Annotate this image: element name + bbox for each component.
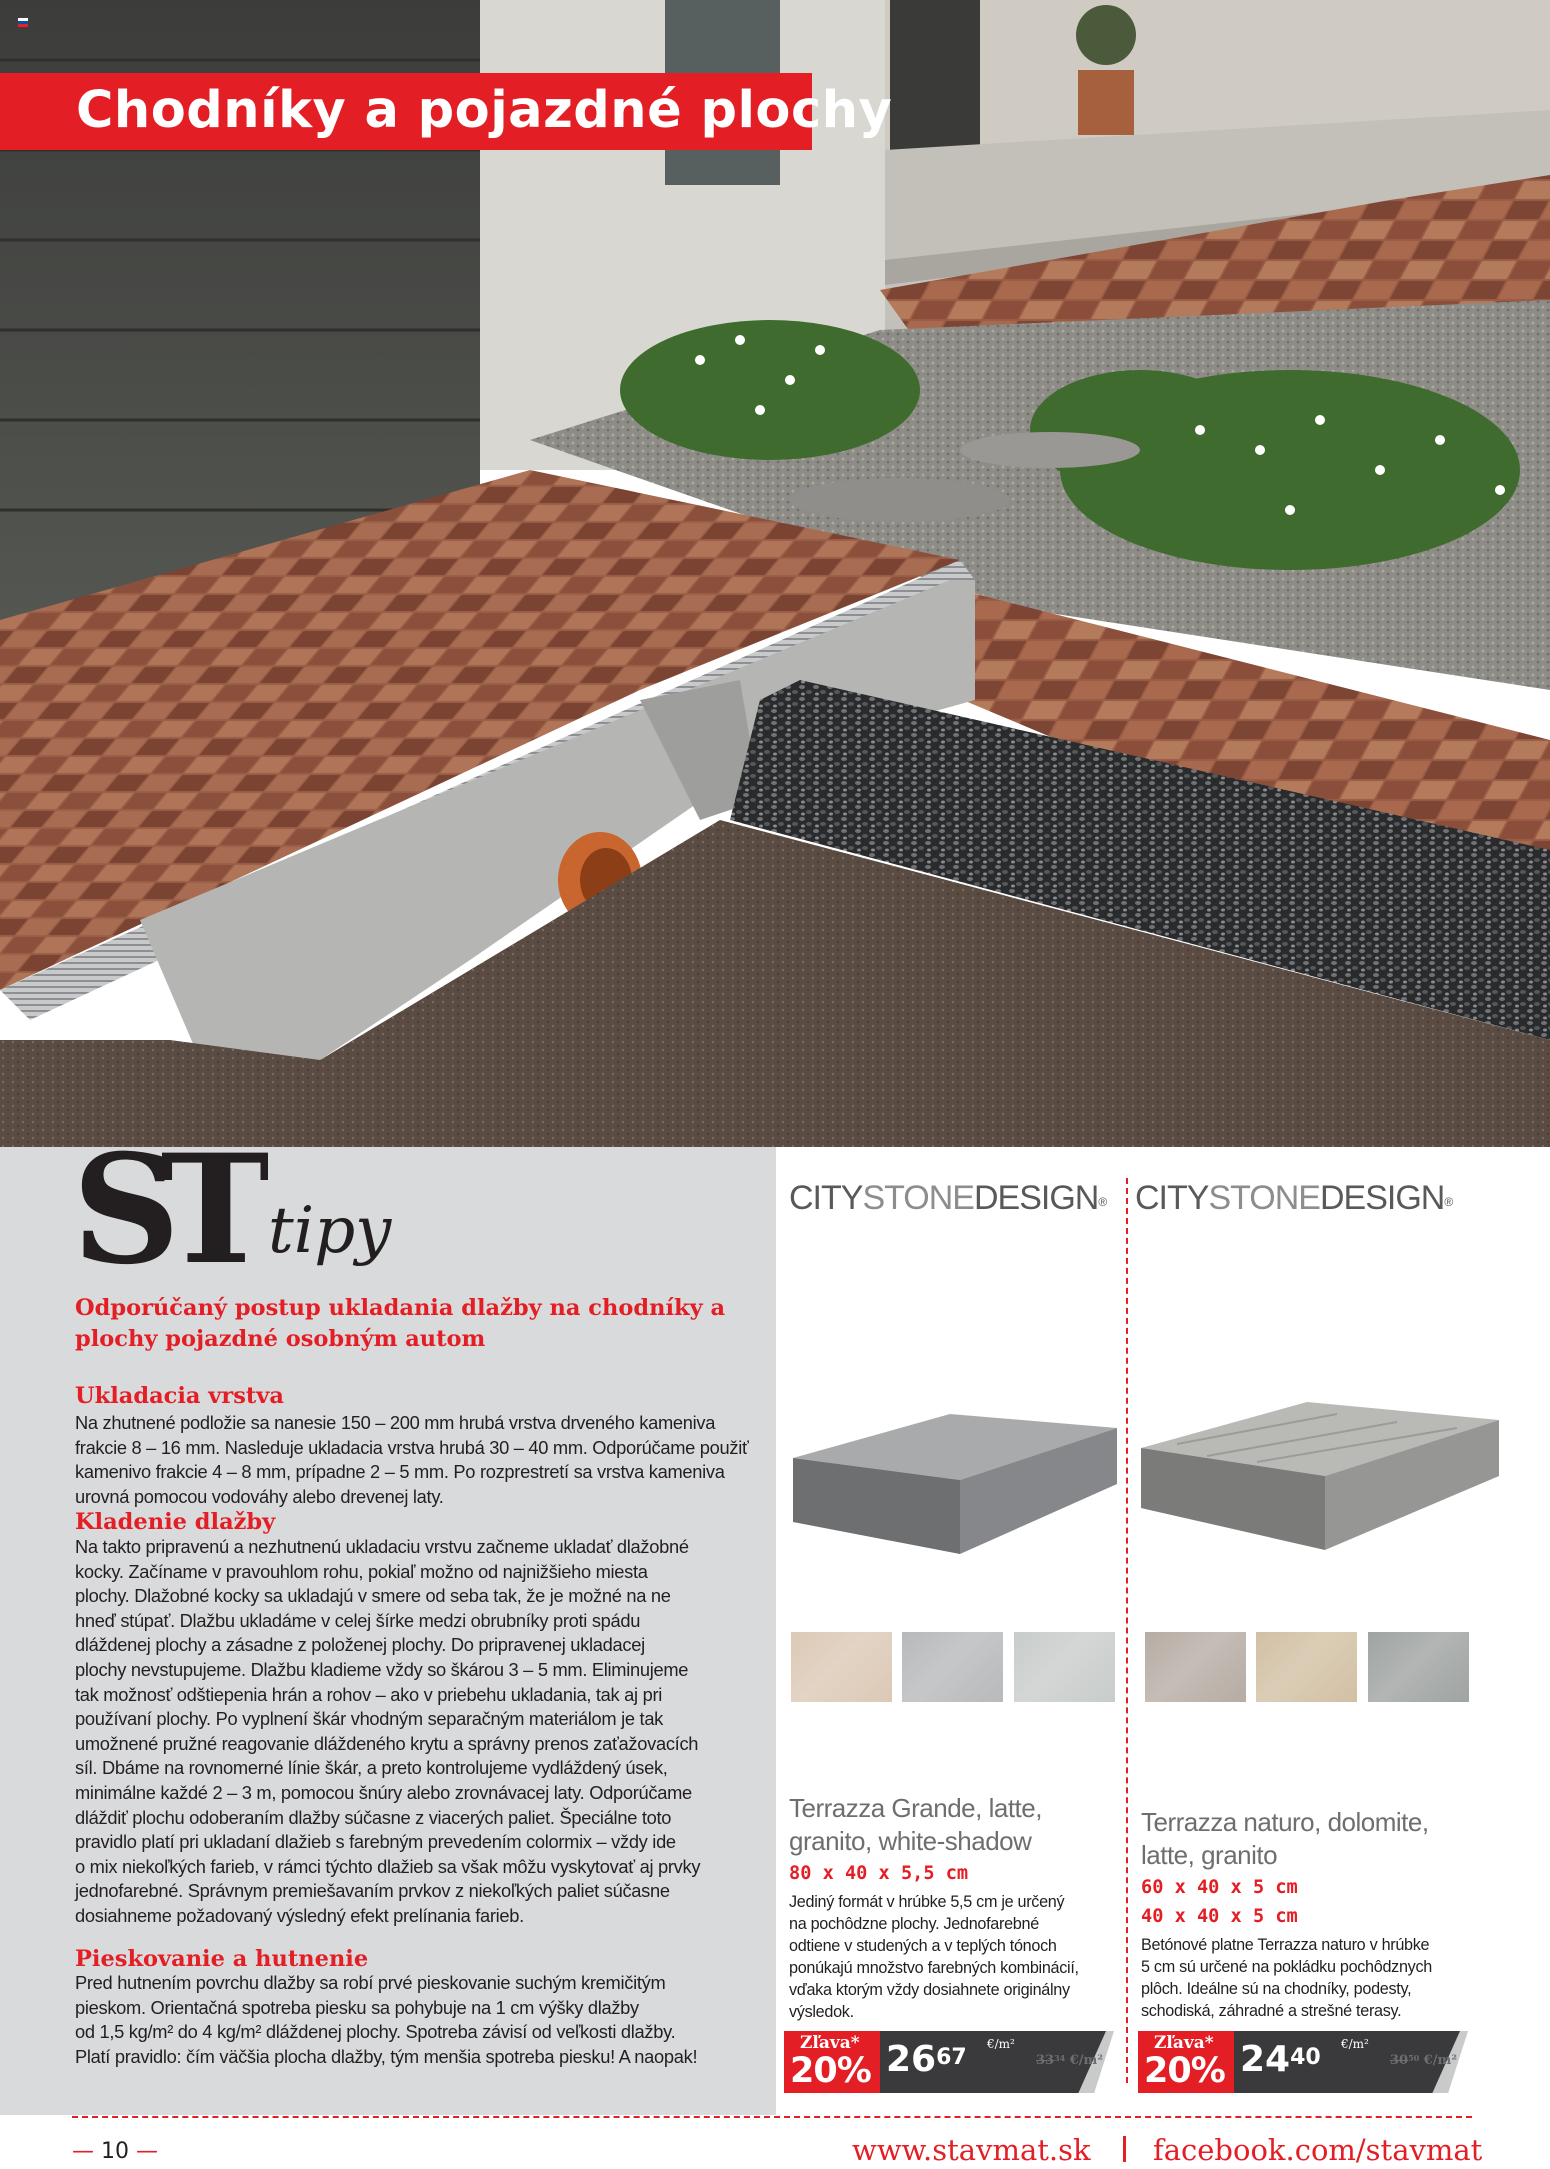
product-dimensions: 80 x 40 x 5,5 cm [789,1863,969,1884]
facebook-link[interactable]: facebook.com/stavmat [1153,2133,1483,2167]
tips-intro-heading: Odporúčaný postup ukladania dlažby na chodníky a plochy pojazdné osobným autom [75,1295,726,1352]
product-description: Jediný formát v hrúbke 5,5 cm je určený na pochôdzne plochy. Jednofarebné odtiene v studených a v teplých tónoch ponúkajú množstvo farebných kombinácií, vďaka ktorým vždy dosiahnete originálny výsledok. [789,1893,1079,2021]
flag-icon [18,18,28,27]
product-dimensions: 60 x 40 x 5 cm [1141,1877,1298,1898]
color-swatch-latte [791,1632,892,1702]
price: $26^{67}$ [886,2039,967,2080]
section-heading-kladenie: Kladenie dlažby [75,1509,276,1535]
discount-label: Zľava* [800,2033,860,2053]
color-swatch-dolomite [1145,1632,1246,1702]
page-title: Chodníky a pojazdné plochy [76,81,893,140]
section-heading-ukladacia: Ukladacia vrstva [75,1383,284,1409]
footer-divider [72,2116,1472,2118]
product-dimensions: 40 x 40 x 5 cm [1141,1906,1298,1927]
section-heading-pieskovanie: Pieskovanie a hutnenie [75,1946,369,1972]
old-price: $30^{50}$ €/m² [1390,2053,1458,2068]
st-logo [72,1150,268,1270]
color-swatch-latte [1256,1632,1357,1702]
brand-logo-left: CITYSTONEDESIGN® [789,1179,1108,1217]
website-link[interactable]: www.stavmat.sk [852,2133,1091,2167]
old-price: $33^{34}$ €/m² [1036,2053,1104,2068]
price-tag [784,2031,1114,2093]
product-image-terrazza-naturo [1137,1400,1507,1560]
footer-separator [1123,2136,1126,2162]
color-swatch-white-shadow [1014,1632,1115,1702]
color-swatch-granito [1368,1632,1469,1702]
product-image-terrazza-grande [785,1408,1125,1558]
price-unit: €/m² [987,2037,1015,2051]
product-description: Betónové platne Terrazza naturo v hrúbke 5 cm sú určené na pokládku pochôdznych plôch. Ideálne sú na chodníky, podesty, schodiská, záhradné a strešné terasy. [1141,1936,1432,2020]
price-tag [1138,2031,1468,2093]
price-unit: €/m² [1341,2037,1369,2051]
color-swatch-granito [902,1632,1003,1702]
section-text-ukladacia: Na zhutnené podložie sa nanesie 150 – 200 mm hrubá vrstva drveného kameniva frakcie 8 – 16 mm. Nasleduje ukladacia vrstva hrubá 30 – 40 mm. Odporúčame použiť kamenivo frakcie 4 – 8 mm, prípadne 2 – 5 mm. Po rozprestretí sa vrstva kameniva urovná pomocou vodováhy alebo drevenej laty. [75,1412,749,1507]
product-name: Terrazza Grande, latte, granito, white-shadow [789,1793,1042,1856]
page-number: — 10 — [72,2139,158,2164]
discount-percent: 20% [1144,2051,1225,2091]
st-logo-tipy: tipy [268,1194,392,1268]
discount-percent: 20% [790,2051,871,2091]
st-logo-letters: ST [72,1150,252,1270]
brand-logo-right: CITYSTONEDESIGN® [1135,1179,1454,1217]
discount-label: Zľava* [1154,2033,1214,2053]
price: $24^{40}$ [1240,2039,1321,2080]
section-text-kladenie: Na takto pripravenú a nezhutnenú ukladaciu vrstvu začneme ukladať dlažobné kocky. Začíname v pravouhlom rohu, pokiaľ možno od najnižšieho miesta plochy. Dlažobné kocky sa ukladajú v smere od seba tak, že je možné na ne hneď stúpať. Dlažbu ukladáme v celej šírke medzi obrubníky proti spádu dláždenej plochy a zásadne z položenej plochy. Do pripravenej ukladacej plochy nevstupujeme. Dlažbu kladieme vždy so škárou 3 – 5 mm. Eliminujeme tak možnosť odštiepenia hrán a rohov – ako v priebehu ukladania, tak aj pri používaní plochy. Po vyplnení škár vhodným separačným materiálom je tak umožnené pružné reagovanie dláždeného krytu a správny prenos zaťažovacích síl. Dbáme na rovnomerné línie škár, a preto kontrolujeme vydláždený úsek, minimálne každé 2 – 3 m, pomocou šnúry alebo zrovnávacej laty. Odporúčame dláždiť plochu odoberaním dlažby súčasne z viacerých paliet. Špeciálne toto pravidlo platí pri ukladaní dlažieb s farebným prevedením colormix – vždy ide o mix niekoľkých farieb, v rámci týchto dlažieb sa však môžu vyskytovať aj prvky jednofarebné. Správnym premiešavaním prvkov z niekoľkých paliet súčasne dosiahneme požadovaný výsledný efekt prelínania farieb. [75,1536,701,1926]
section-text-pieskovanie: Pred hutnením povrchu dlažby sa robí prvé pieskovanie suchým kremičitým pieskom. Orientačná spotreba piesku sa pohybuje na 1 cm výšky dlažby od 1,5 kg/m² do 4 kg/m² dláždenej plochy. Spotreba závisí od veľkosti dlažby. Platí pravidlo: čím väčšia plocha dlažby, tým menšia spotreba piesku! A naopak! [75,1972,698,2067]
product-name: Terrazza naturo, dolomite, latte, granito [1141,1807,1429,1870]
